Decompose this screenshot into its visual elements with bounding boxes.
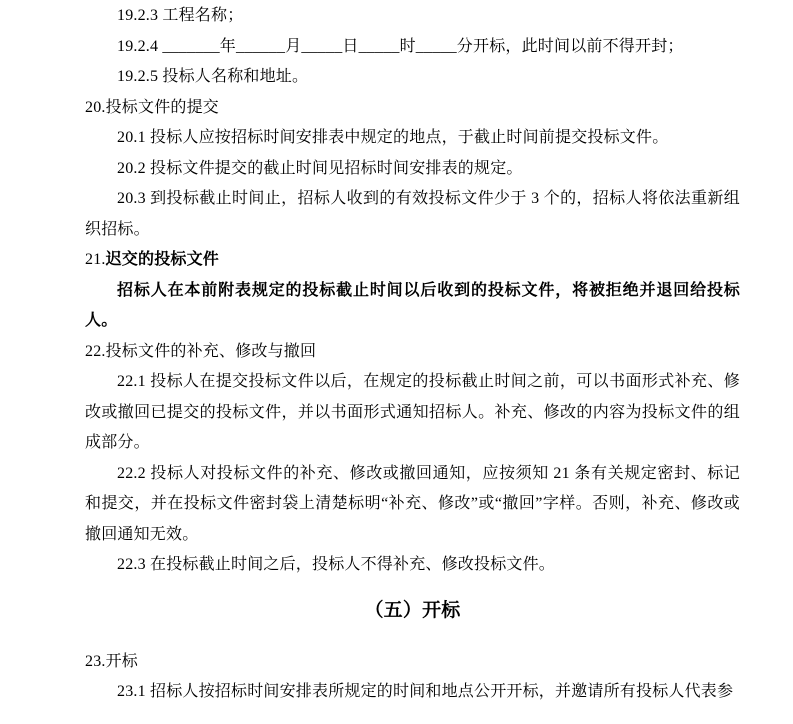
heading-20 <box>85 93 740 124</box>
clause-19-2-4 <box>85 32 740 63</box>
text-run: 19.2.5 投标人名称和地址。 <box>117 68 309 85</box>
clause-20-3 <box>85 184 740 245</box>
clause-22-1 <box>85 367 740 459</box>
text-run: 23.开标 <box>85 652 139 670</box>
text-run: 19.2.3 工程名称； <box>117 7 244 24</box>
clause-19-2-3 <box>85 1 740 32</box>
clause-20-2 <box>85 154 740 185</box>
text-run: 20.投标文件的提交 <box>85 98 220 116</box>
text-run: 23.1 招标人按招标时间安排表所规定的时间和地点公开开标，并邀请所有投标人代表参 <box>117 683 734 700</box>
clause-22-3 <box>85 550 740 581</box>
clause-20-1 <box>85 123 740 154</box>
text-run: 21. <box>85 251 106 268</box>
text-run: 20.3 到投标截止时间止，招标人收到的有效投标文件少于 3 个的，招标人将依法重新组织招标。 <box>85 190 740 238</box>
clause-22-2 <box>85 459 740 551</box>
bold-text-run: （五）开标 <box>364 599 461 621</box>
clause-19-2-5 <box>85 62 740 93</box>
heading-22 <box>85 337 740 368</box>
clause-21-body <box>85 276 740 337</box>
text-run: 22.3 在投标截止时间之后，投标人不得补充、修改投标文件。 <box>117 556 556 573</box>
text-run: 22.1 投标人在提交投标文件以后，在规定的投标截止时间之前，可以书面形式补充、修改或撤回已提交的投标文件，并以书面形式通知招标人。补充、修改的内容为投标文件的组成部分。 <box>85 373 740 451</box>
text-run: 20.1 投标人应按招标时间安排表中规定的地点，于截止时间前提交投标文件。 <box>117 129 669 146</box>
bold-text-run: 招标人在本前附表规定的投标截止时间以后收到的投标文件，将被拒绝并退回给投标人。 <box>85 281 740 329</box>
text-run: 19.2.4 _______年______月_____日_____时_____分开标，此时间以前不得开封； <box>117 37 684 55</box>
clause-23-1 <box>85 677 740 708</box>
text-run: 22.投标文件的补充、修改与撤回 <box>85 342 317 360</box>
heading-23 <box>85 647 740 678</box>
text-run: 22.2 投标人对投标文件的补充、修改或撤回通知，应按须知 21 条有关规定密封、标记和提交，并在投标文件密封袋上清楚标明“补充、修改”或“撤回”字样。否则，补充、修改或撤回通知无效。 <box>85 464 740 543</box>
text-run: 20.2 投标文件提交的截止时间见招标时间安排表的规定。 <box>117 159 523 177</box>
section-heading-5 <box>85 598 740 624</box>
heading-21 <box>85 245 740 276</box>
bold-text-run: 迟交的投标文件 <box>105 251 220 268</box>
